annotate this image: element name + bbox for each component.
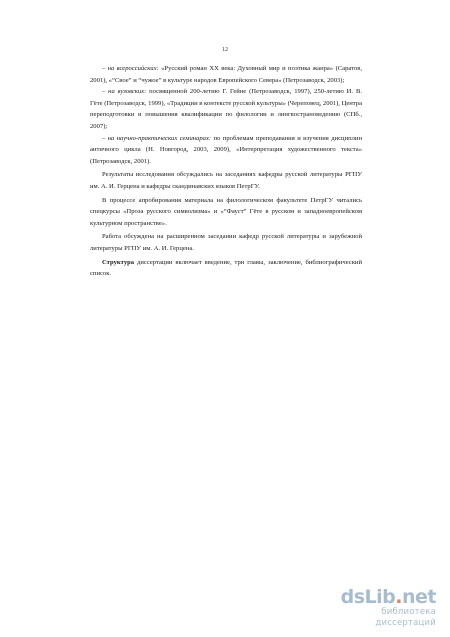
- paragraph-lead: – на научно-практических семинарах:: [102, 134, 212, 142]
- paragraph-text: посвященной 200-летию Г. Гейне (Петрозаводск, 1997), 250-летию И. В. Гёте (Петрозаводск, 1999), «Традиции в контексте русской культуры» (Череповец, 2001), Центра переподготовки и повышения квалификации по филологии и лингвострановедению (СПб., 2007);: [90, 88, 363, 130]
- paragraph-results-discussed: [90, 169, 362, 192]
- paragraph-work-discussed: [90, 231, 362, 254]
- paragraph-lead: – на вузовских:: [102, 88, 147, 96]
- document-body: [90, 63, 362, 280]
- paragraph-text: Работа обсуждена на расширенном заседании кафедр русской литературы и зарубежной литературы РГПУ им. А. И. Герцена.: [90, 233, 362, 252]
- paragraph-structure: [90, 257, 362, 280]
- dslib-watermark: [336, 587, 436, 629]
- paragraph-all-russian-conferences: [90, 63, 362, 86]
- paragraph-text: по проблемам преподавания и изучения дисциплин античного цикла (Н. Новгород, 2003, 2009), «Интерпретация художественного текста» (Петрозаводск, 2001).: [90, 134, 362, 165]
- paragraph-text: диссертации включает введение, три главы, заключение, библиографический список.: [90, 258, 362, 278]
- page-number: 12: [222, 47, 228, 53]
- paragraph-text: Результаты исследования обсуждались на заседаниях кафедры русской литературы РГПУ им. А. И. Герцена и кафедры скандинавских языков ПетрГУ.: [90, 171, 362, 190]
- paragraph-lead: – на всероссийских:: [102, 65, 159, 72]
- paragraph-approbation: [90, 195, 362, 230]
- paragraph-text: «Русский роман XX века: Духовный мир и поэтика жанра» (Саратов, 2001), «“Свое” и “чужое” в культуре народов Европейского Севера» (Петрозаводск, 2003);: [90, 65, 362, 84]
- paragraph-university-conferences: [90, 86, 362, 132]
- dslib-logo: dsLib.net: [340, 586, 436, 608]
- dslib-subtitle: библиотека диссертаций: [375, 607, 436, 628]
- structure-heading: Структура: [102, 258, 135, 266]
- paragraph-seminars: [90, 133, 362, 168]
- paragraph-text: В процессе апробирования материала на филологическом факультете ПетрГУ читались спецкурсы «Проза русского символизма» и «“Фауст” Гёте в русском и западноевропейском культурном пространстве».: [90, 196, 362, 227]
